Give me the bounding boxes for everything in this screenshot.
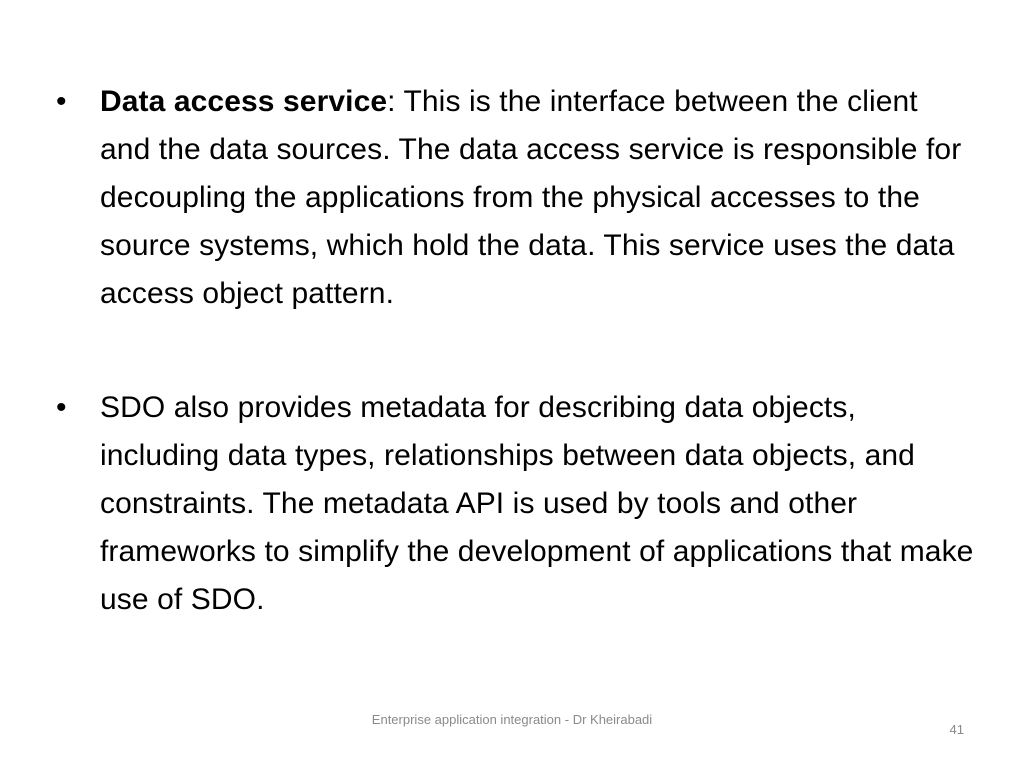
bullet-sdo-metadata: [56, 384, 976, 624]
slide-footer: Enterprise application integration - Dr Kheirabadi: [371, 712, 653, 727]
bullet-icon: •: [56, 391, 67, 424]
bullet-term: Data access service: [100, 85, 388, 118]
slide-page-number: 41: [949, 722, 964, 737]
bullet-icon: •: [56, 85, 67, 118]
slide-body: [56, 78, 976, 624]
bullet-data-access-service: [56, 78, 976, 318]
bullet-text: SDO also provides metadata for describing data objects, including data types, relationships between data objects, and constraints. The metadata API is used by tools and other frameworks to simplify the development of applications that make use of SDO.: [100, 391, 974, 616]
bullet-text: : This is the interface between the client and the data sources. The data access service is responsible for decoupling the applications from the physical accesses to the source systems, which hold the data. This service uses the data access object pattern.: [100, 85, 962, 310]
